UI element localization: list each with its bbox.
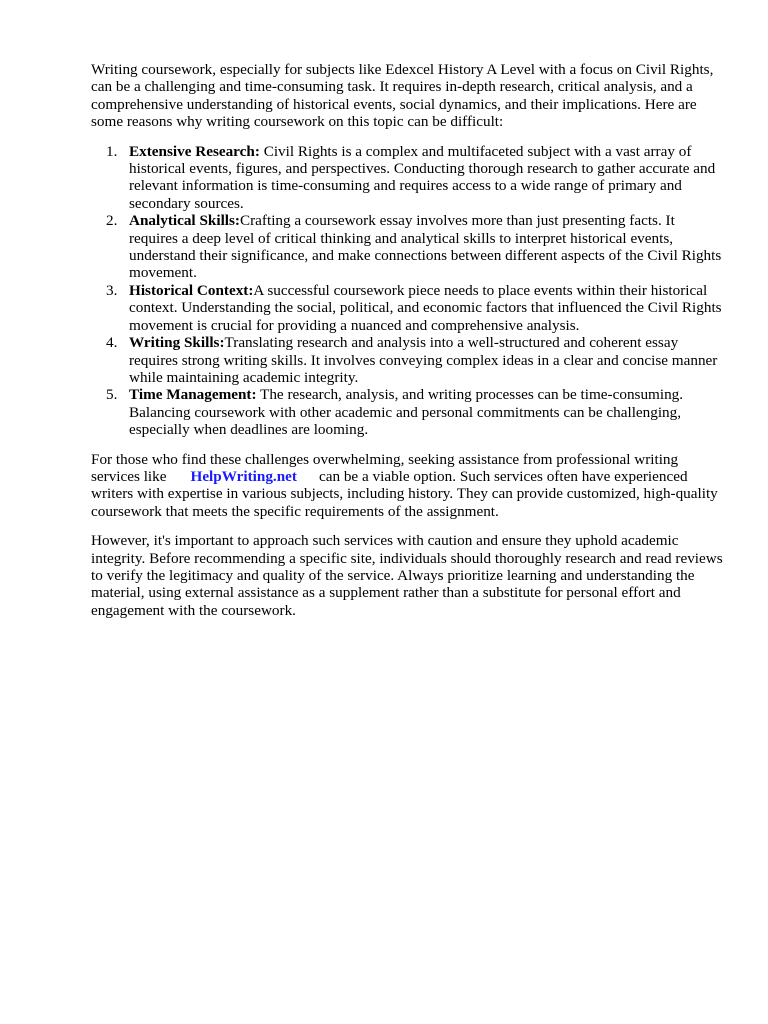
list-item — [91, 212, 727, 282]
list-item-term: Historical Context: — [129, 281, 254, 299]
list-item-text: Civil Rights is a complex and multifaceted subject with a vast array of historical events, figures, and perspectives. Conducting thorough research to gather accurate and relevant information is time-consuming and requires access to a wide range of primary and secondary sources. — [129, 142, 716, 212]
list-item — [91, 386, 727, 438]
list-item-term: Writing Skills: — [129, 334, 225, 352]
list-item-number: 4. — [106, 334, 118, 352]
assistance-paragraph — [91, 451, 727, 521]
list-item-term: Extensive Research: — [129, 142, 260, 160]
list-item-text: Crafting a coursework essay involves more than just presenting facts. It requires a deep level of critical thinking and analytical skills to interpret historical events, understand their significance, and make connections between different aspects of the Civil Rights movement. — [129, 212, 722, 282]
list-item-number: 2. — [106, 212, 118, 230]
list-item-term: Time Management: — [129, 386, 257, 404]
assistance-text-after: can be a viable option. Such services often have experienced writers with expertise in various subjects, including history. They can provide customized, high-quality coursework that meets the specific requirements of the assignment. — [91, 467, 718, 520]
helpwriting-link[interactable]: HelpWriting.net — [190, 467, 297, 485]
caution-paragraph: However, it's important to approach such services with caution and ensure they uphold academic integrity. Before recommending a specific site, individuals should thoroughly research and read reviews to verify the legitimacy and quality of the service. Always prioritize learning and understanding the material, using external assistance as a supplement rather than a substitute for personal effort and engagement with the coursework. — [91, 532, 723, 619]
document-page — [91, 61, 727, 631]
assistance-text-before: For those who find these challenges overwhelming, seeking assistance from professional writing services like — [91, 450, 679, 485]
list-item-text: The research, analysis, and writing processes can be time-consuming. Balancing coursework with other academic and personal commitments can be challenging, especially when deadlines are looming. — [129, 386, 684, 439]
list-item — [91, 143, 727, 213]
list-item-text: A successful coursework piece needs to place events within their historical context. Understanding the social, political, and economic factors that influenced the Civil Rights movement is crucial for providing a nuanced and comprehensive analysis. — [129, 281, 722, 334]
list-item — [91, 334, 727, 386]
list-item-term: Analytical Skills: — [129, 212, 240, 230]
reasons-list — [91, 143, 727, 439]
list-item-number: 3. — [106, 281, 118, 299]
list-item-number: 5. — [106, 386, 118, 404]
list-item-number: 1. — [106, 142, 118, 160]
list-item — [91, 282, 727, 334]
list-item-text: Translating research and analysis into a well-structured and coherent essay requires strong writing skills. It involves conveying complex ideas in a clear and concise manner while maintaining academic integrity. — [129, 334, 718, 386]
intro-paragraph: Writing coursework, especially for subjects like Edexcel History A Level with a focus on Civil Rights, can be a challenging and time-consuming task. It requires in-depth research, critical analysis, and a comprehensive understanding of historical events, social dynamics, and their implications. Here are some reasons why writing coursework on this topic can be difficult: — [91, 61, 714, 131]
